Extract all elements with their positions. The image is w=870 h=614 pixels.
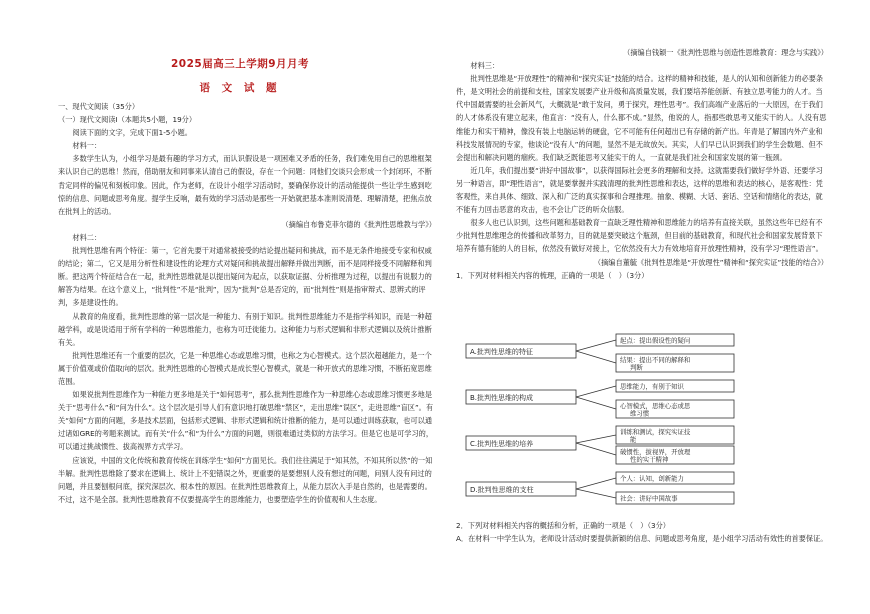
subject-title: 语 文 试 题 [199,82,281,94]
material-1-source: （摘编自布鲁克菲尔德的《批判性思维教与学》） [281,219,436,229]
option-sub-label: 能 [630,435,637,444]
material-3-paragraph: 很多人也已认识到，这些问题和基础教育一直缺乏理性精神和思维能力的培养有直接关联，虽然这些年已经有不少批判性思维理念的传播和改革努力，目的就是要突破这个瓶颈，但目前的基础教育，和现代社会和国家发展背景下培养有德有能的人的目标，依然没有做好对接上，它依然没有大力有效地培育开放理性精神，没有学习“理性语言”。 [456,218,823,254]
left-column [58,100,436,506]
question-2-option-a: A．在材料一中学生认为，老师设计活动时要提供新颖的信息、问题或思考角度，是小组学习活动有效性的首要保证。 [456,534,828,544]
material-2-paragraph: 如果说批判性思维作为一种能力更多地是关于“如何思考”，那么批判性思维作为一种思维心态或思维习惯更多地是关于“思考什么”和“问为什么”。这个层次是引导人们有意识地打破思维“禁区”，走出思维“误区”，走进思维“盲区”。有关“如何”方面的问题，多是技术层面，包括形式逻辑、非形式逻辑和统计推断的能力，是可以通过训练获取，也可以通过诸如GRE的考题来测试。而有关“什么”和“为什么”方面的问题，则很难通过类似的方法学习。但是它也是可学习的，可以通过挑战惯性、拔高视界方式学习。 [58,390,434,452]
exam-title: 2025届高三上学期9月月考 [170,58,310,70]
material-2-paragraph: 批判性思维有两个特征：第一，它首先要干对通常被接受的结论提出疑问和挑战，而不是无条件地接受专家和权威的结论；第二，它又是用分析性和建设性的论理方式对疑问和挑战提出解释并做出判断，而不是同样接受不同解释和判断。把这两个特征结合在一起，批判性思维就是以提出疑问为起点，以获取证据、分析推理为过程，以提出有说服力的解答为结果。在这个意义上，“批判性”不是“批判”，因为“批判”总是否定的，而“批判性”则是指审辩式、思辨式的评判，多是建设性的。 [58,246,432,308]
material-2-paragraph: 从教育的角度看，批判性思维的第一层次是一种能力、有别于知识。批判性思维能力不是指学科知识，而是一种超越学科，或是说适用于所有学科的一种思维能力，也称为可迁徙能力。这种能力与形式逻辑和非形式逻辑以及统计推断有关。 [58,311,432,347]
option-sub-label: 训练和测试，探究实证技 [620,428,691,436]
option-sub-label: 性的实干精神 [630,455,669,464]
connector-line [576,489,616,498]
option-sub-label: 结果：提出不同的解释和 [620,356,691,364]
option-sub-label: 个人：认知，创新能力 [620,474,684,483]
material-1-label: 材料一： [72,141,102,151]
material-1-text: 多数学生认为，小组学习是最有趣的学习方式，而认识假设是一项困难又矛盾的任务，我们难免用自己的思维框架来认识自己的思维！然而，借助朋友和同事来认清自己的假设，存在一个问题：同他们交谈只会形成一个封闭环，不断肯定同样的偏见和刻板印象。因此，作为老师，在设计小组学习活动时，要确保你设计的活动能提供一些让学生感到吃惊的信息、问题或思考角度。提学生反响，最有效的学习活动是那些一开始就把基本准则说清楚、理解清楚，把焦点放在批判上的活动。 [58,154,432,216]
connector-line [576,478,616,489]
material-2-source: （摘编自钱颖一《批判性思维与创造性思维教育：理念与实践》） [623,48,828,57]
option-sub-label: 思维能力，有别于知识 [620,382,684,391]
connector-line [576,351,616,363]
option-main-label: D.批判性思维的支柱 [470,486,534,494]
material-3-paragraph: 批判性思维是“开放理性”的精神和“探究实证”技能的结合。这样的精神和技能，是人的认知和创新能力的必要条件，是文明社会的前提和支柱，国家发展要产业升级和高质量发展，我们要培养能创新、有独立思考能力的人才。当代中国最需要的社会新风气，大概就是“敢于发问，勇于探究，理性思考”。我们高端产业落后的一大原因，在于我们的人才体系没有建立起来，他直言：“没有人，什么都不成。”显然，他说的人，指那些敢思考又能实干的人。人没有思维能力和实干精神，像没有装上电脑运转的硬盘，它不可能有任何超出已有存储的新产出。年青是了解国内外产业和科技发展情况的专家，他谈论“没有人”的问题，显然不是无故放矢。其实，人们早已认识到我们的学生会数题、但不会提出和解决问题的痼疾。我们缺乏既能思考又能实干的人，一直就是我们社会和国家发展的第一瓶颈。 [456,74,827,162]
connector-line [576,443,616,455]
material-2-paragraph: 批判性思维还有一个重要的层次，它是一种思维心态或思维习惯，也称之为心智模式。这个层次超越能力，是一个属于价值观或价值取向的层次。批判性思维的心智模式是成长型心智模式，就是一种开放式的思维习惯，不断拓宽思维范围。 [58,350,432,386]
connector-line [576,397,616,409]
material-2-label: 材料二： [72,232,102,242]
option-main-label: B.批判性思维的构成 [470,394,534,402]
material-3-source: （摘编自董毓《批判性思维是“开放理性”精神和“探究实证”技能的结合》） [593,257,828,267]
right-column-bottom [456,519,828,545]
question-1-options-diagram [456,328,828,520]
connector-line [576,340,616,351]
option-sub-label: 起点：提出假设性的疑问 [620,336,691,345]
material-3-label: 材料三： [470,61,500,71]
option-sub-label: 维习惯 [630,409,650,418]
question-1: 1．下列对材料相关内容的梳理，正确的一项是（ ）（3分） [456,270,649,280]
option-sub-label: 心智模式，思维心态或思 [620,402,691,410]
option-main-label: A.批判性思维的特征 [470,348,533,356]
option-main-label: C.批判性思维的培养 [470,440,534,448]
subsection-heading: （一）现代文阅读Ⅰ（本题共5小题，19分） [58,115,197,125]
section-heading: 一、现代文阅读（35分） [58,102,140,111]
connector-line [576,386,616,397]
material-3-paragraph: 近几年，我们提出要“讲好中国故事”，以获得国际社会更多的理解和支持。这就需要我们做好学外语、还要学习另一种语言，即“理性语言”，就是要掌握并实践清理的批判性思维和表达，这样的思维和表达的核心，是客观性：凭客观性，来自具体、细致、深入和广泛的真实探事和合理推理。抽象、模糊、大话、套话、空话和情绪化的表达，就不能有力回击恶意的攻击，也不会让广泛的听众信服。 [456,165,823,215]
question-2: 2．下列对材料相关内容的概括和分析，正确的一项是（ ）（3分） [456,521,670,530]
instruction: 阅读下面的文字，完成下面1-5小题。 [72,128,192,138]
connector-line [576,435,616,443]
material-2-paragraph: 应该说，中国的文化传统和教育传统在训练学生“如何”方面见长。我们往往满足于“知其然，不知其所以然”的一知半解。批判性思维除了要求在逻辑上、统计上不犯错误之外，更重要的是要想别人没有想过的问题，问别人没有问过的问题，并且要刨根问底，探究深层次、根本性的原因。在批判性思维教育上，从能力层次入手是自然的，也是需要的。不过，这不是全部。批判性思维教育不仅要提高学生的思维能力，也要塑造学生的价值观和人生态度。 [58,455,433,504]
option-sub-label: 判断 [630,363,643,372]
option-sub-label: 社会：讲好中国故事 [620,494,678,503]
right-column [456,46,828,282]
option-sub-label: 破惯性，拔视界，开放理 [620,448,691,456]
